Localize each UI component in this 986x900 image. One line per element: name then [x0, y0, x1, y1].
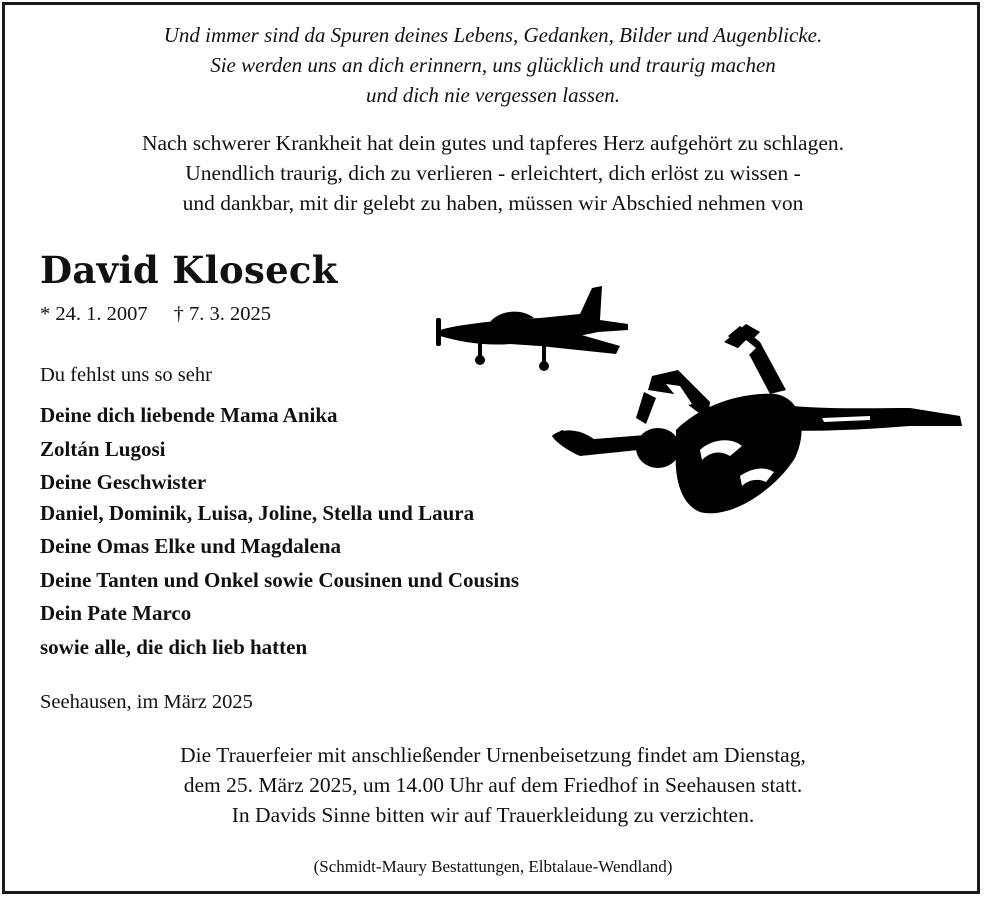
death-date: † 7. 3. 2025 [173, 303, 271, 325]
mourner-line: Daniel, Dominik, Luisa, Joline, Stella und Laura [40, 500, 475, 525]
airplane-icon [436, 286, 628, 371]
illustration [430, 280, 970, 530]
poem-line: und dich nie vergessen lassen. [365, 83, 621, 107]
mourner-line: Deine Tanten und Onkel sowie Cousinen und Cousins [40, 567, 520, 592]
mourner-line: sowie alle, die dich lieb hatten [40, 634, 308, 659]
life-dates [40, 300, 271, 328]
intro-text [0, 128, 986, 218]
funeral-line: Die Trauerfeier mit anschließender Urnenbeisetzung findet am Dienstag, [180, 743, 806, 767]
mourner-line: Dein Pate Marco [40, 601, 192, 625]
mourner-line: Zoltán Lugosi [40, 436, 166, 461]
memorial-poem [0, 20, 986, 110]
place-date: Seehausen, im März 2025 [40, 691, 253, 713]
funeral-info [0, 740, 986, 830]
intro-line: und dankbar, mit dir gelebt zu haben, müssen wir Abschied nehmen von [182, 191, 804, 215]
poem-line: Und immer sind da Spuren deines Lebens, Gedanken, Bilder und Augenblicke. [163, 23, 823, 47]
poem-line: Sie werden uns an dich erinnern, uns glücklich und traurig machen [210, 53, 776, 77]
mourner-line: Deine Geschwister [40, 470, 207, 494]
intro-line: Nach schwerer Krankheit hat dein gutes und tapferes Herz aufgehört zu schlagen. [141, 131, 845, 155]
undertaker-credit: (Schmidt-Maury Bestattungen, Elbtalaue-Wendland) [313, 857, 673, 876]
intro-line: Unendlich traurig, dich zu verlieren - erleichtert, dich erlöst zu wissen - [185, 161, 801, 185]
funeral-line: dem 25. März 2025, um 14.00 Uhr auf dem Friedhof in Seehausen statt. [183, 773, 803, 797]
mourner-line: Deine Omas Elke und Magdalena [40, 534, 342, 558]
mourner-line: Deine dich liebende Mama Anika [40, 403, 338, 427]
deceased-name: David Kloseck [40, 248, 338, 292]
funeral-line: In Davids Sinne bitten wir auf Trauerkleidung zu verzichten. [231, 803, 755, 827]
birth-date: * 24. 1. 2007 [40, 303, 148, 325]
miss-line: Du fehlst uns so sehr [40, 364, 212, 386]
